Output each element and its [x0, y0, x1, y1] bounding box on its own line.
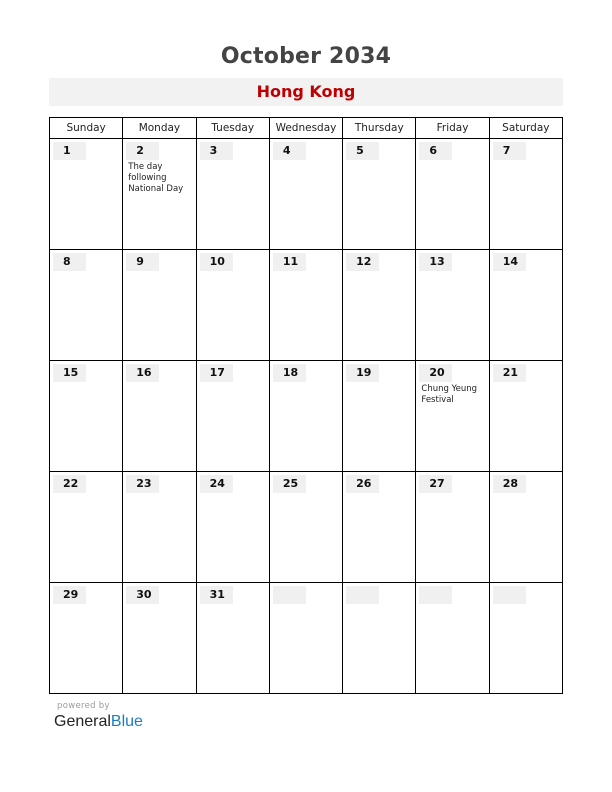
day-cell — [196, 250, 269, 361]
day-number-box — [126, 253, 159, 271]
day-number: 17 — [209, 366, 225, 379]
day-number-box — [126, 586, 159, 604]
day-cell — [50, 472, 123, 583]
day-cell — [269, 472, 342, 583]
day-number-box — [419, 142, 452, 160]
week-row — [50, 361, 563, 472]
week-row — [50, 139, 563, 250]
day-number: 3 — [209, 144, 218, 157]
day-cell — [50, 250, 123, 361]
day-cell — [489, 583, 562, 694]
powered-by-text: powered by — [57, 701, 110, 711]
day-number-box — [53, 142, 86, 160]
day-number: 23 — [136, 477, 152, 490]
day-cell — [343, 250, 416, 361]
day-number-box — [53, 364, 86, 382]
day-number: 5 — [356, 144, 364, 157]
day-number-box — [493, 253, 526, 271]
day-number-box — [419, 253, 452, 271]
day-cell — [123, 139, 196, 250]
day-number: 28 — [502, 477, 518, 490]
holiday-label: The day following National Day — [128, 162, 184, 194]
day-number: 22 — [63, 477, 79, 490]
generalblue-logo[interactable] — [54, 713, 143, 731]
day-number: 2 — [136, 144, 144, 157]
day-number-box — [126, 475, 159, 493]
day-number-box — [200, 586, 233, 604]
day-number-box — [200, 475, 233, 493]
day-number: 25 — [282, 477, 299, 490]
day-number: 30 — [136, 588, 152, 601]
day-cell — [343, 472, 416, 583]
holiday-label: Chung Yeung Festival — [421, 384, 478, 405]
day-number: 14 — [502, 255, 518, 268]
day-number: 31 — [209, 588, 225, 601]
day-number-box — [419, 586, 452, 604]
day-number-box — [53, 586, 86, 604]
day-number: 4 — [282, 144, 291, 157]
day-number-box — [419, 364, 452, 382]
day-cell — [343, 139, 416, 250]
day-number-box — [200, 253, 233, 271]
day-number: 19 — [356, 366, 372, 379]
day-number-box — [419, 475, 452, 493]
day-number: 13 — [429, 255, 445, 268]
day-number-box — [53, 253, 86, 271]
brand-general-text: General — [54, 713, 111, 730]
calendar-grid — [49, 117, 563, 694]
day-number: 21 — [502, 366, 518, 379]
day-cell — [489, 250, 562, 361]
day-cell — [196, 139, 269, 250]
day-cell — [343, 583, 416, 694]
day-cell — [123, 361, 196, 472]
day-number-box — [273, 142, 306, 160]
day-number: 26 — [356, 477, 372, 490]
day-cell — [50, 583, 123, 694]
day-number-box — [346, 586, 379, 604]
day-cell — [269, 583, 342, 694]
weekday-header: Monday — [123, 118, 196, 139]
day-number-box — [200, 364, 233, 382]
day-number: 15 — [63, 366, 79, 379]
day-number: 8 — [63, 255, 71, 268]
day-cell — [123, 583, 196, 694]
day-number-box — [493, 142, 526, 160]
day-number-box — [346, 364, 379, 382]
week-row — [50, 250, 563, 361]
day-cell — [196, 361, 269, 472]
weekday-header: Thursday — [343, 118, 416, 139]
day-cell — [489, 361, 562, 472]
day-number: 16 — [136, 366, 152, 379]
day-number-box — [493, 475, 526, 493]
day-number-box — [493, 586, 526, 604]
day-cell — [50, 139, 123, 250]
day-number: 29 — [63, 588, 79, 601]
day-number-box — [346, 142, 379, 160]
day-number-box — [53, 475, 86, 493]
day-cell — [416, 583, 489, 694]
day-number: 1 — [63, 144, 71, 157]
day-number-box — [273, 253, 306, 271]
day-cell — [489, 472, 562, 583]
day-number: 12 — [356, 255, 372, 268]
day-number: 9 — [136, 255, 144, 268]
day-cell — [269, 139, 342, 250]
calendar-title: October 2034 — [220, 44, 392, 69]
day-cell — [269, 361, 342, 472]
day-number: 10 — [209, 255, 225, 268]
day-number-box — [126, 364, 159, 382]
day-number-box — [273, 586, 306, 604]
week-row — [50, 472, 563, 583]
day-cell — [416, 250, 489, 361]
weekday-header: Wednesday — [269, 118, 342, 139]
weekday-header-row — [50, 118, 563, 139]
day-number: 27 — [429, 477, 445, 490]
week-row — [50, 583, 563, 694]
day-number-box — [273, 364, 306, 382]
day-cell — [123, 250, 196, 361]
day-cell — [123, 472, 196, 583]
day-cell — [196, 583, 269, 694]
weekday-header: Friday — [416, 118, 489, 139]
day-cell — [416, 361, 489, 472]
day-number-box — [200, 142, 233, 160]
day-number: 7 — [502, 144, 511, 157]
day-cell — [196, 472, 269, 583]
day-number-box — [273, 475, 306, 493]
day-number-box — [346, 253, 379, 271]
day-cell — [416, 139, 489, 250]
day-cell — [269, 250, 342, 361]
day-number-box — [493, 364, 526, 382]
day-number: 18 — [282, 366, 299, 379]
weekday-header: Sunday — [50, 118, 123, 139]
day-number: 11 — [282, 255, 299, 268]
day-number-box — [126, 142, 159, 160]
region-banner — [49, 78, 563, 106]
weekday-header: Tuesday — [196, 118, 269, 139]
day-number: 6 — [429, 144, 438, 157]
day-number: 20 — [429, 366, 445, 379]
calendar-body — [50, 139, 563, 694]
day-cell — [50, 361, 123, 472]
brand-blue-text: Blue — [110, 713, 143, 730]
day-cell — [416, 472, 489, 583]
day-number: 24 — [209, 477, 225, 490]
region-name: Hong Kong — [256, 82, 356, 101]
weekday-header: Saturday — [489, 118, 562, 139]
day-number-box — [346, 475, 379, 493]
day-cell — [343, 361, 416, 472]
day-cell — [489, 139, 562, 250]
